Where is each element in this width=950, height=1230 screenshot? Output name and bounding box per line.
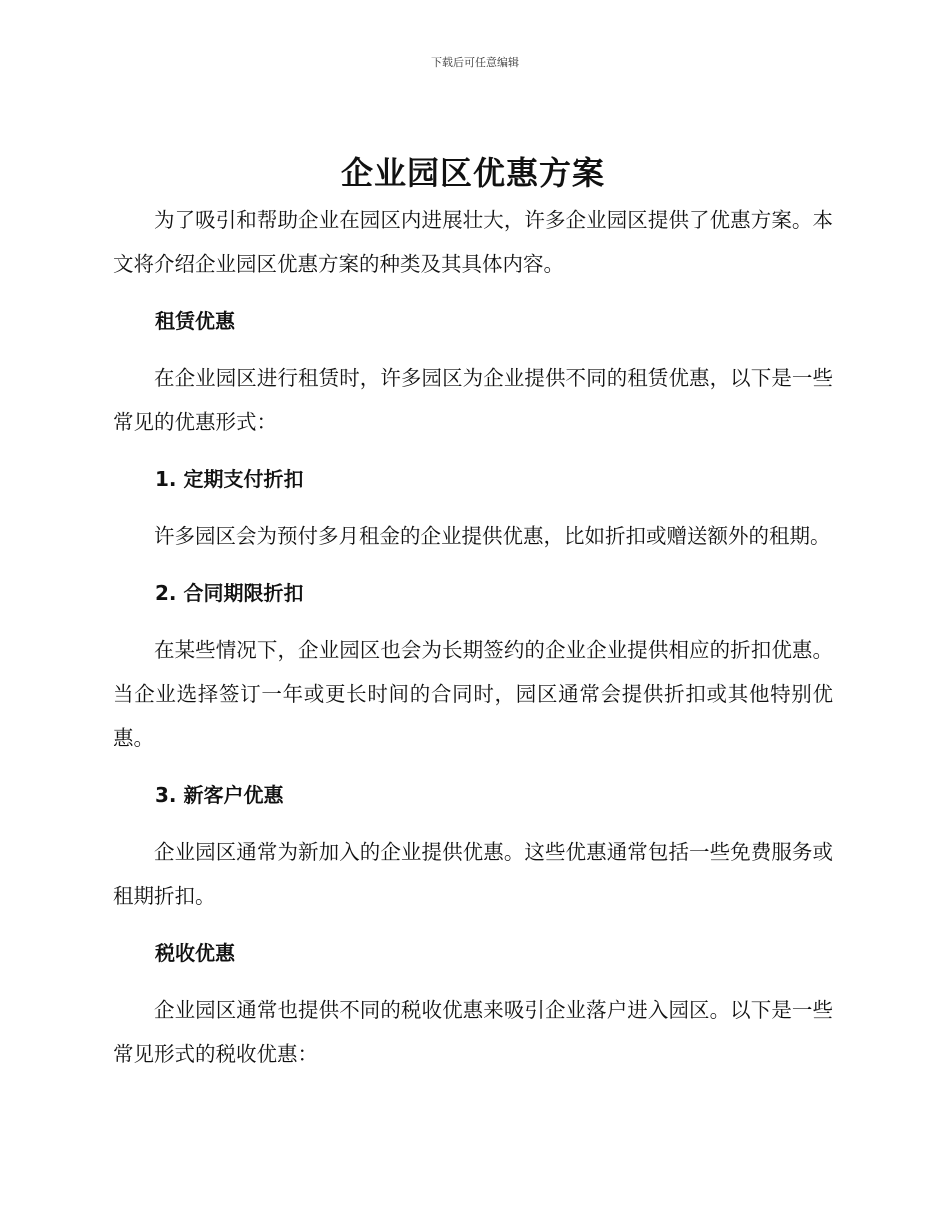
section-paragraph-prepay-discount: 许多园区会为预付多月租金的企业提供优惠，比如折扣或赠送额外的租期。	[154, 524, 831, 548]
section-paragraph-tax: 企业园区通常也提供不同的税收优惠来吸引企业落户进入园区。以下是一些常见形式的税收优惠：	[113, 998, 833, 1066]
section-heading-new-customer: 3. 新客户优惠	[155, 783, 284, 807]
document-title: 企业园区优惠方案	[340, 154, 605, 192]
document-body	[113, 150, 833, 1076]
intro-paragraph: 为了吸引和帮助企业在园区内进展壮大，许多企业园区提供了优惠方案。本文将介绍企业园区优惠方案的种类及其具体内容。	[113, 208, 833, 276]
section-heading-rental: 租赁优惠	[155, 309, 235, 333]
section-heading-prepay-discount: 1. 定期支付折扣	[155, 467, 304, 491]
section-heading-tax: 税收优惠	[155, 941, 235, 965]
section-paragraph-contract-discount: 在某些情况下，企业园区也会为长期签约的企业企业提供相应的折扣优惠。当企业选择签订一年或更长时间的合同时，园区通常会提供折扣或其他特别优惠。	[113, 638, 833, 750]
header-note: 下载后可任意编辑	[431, 56, 519, 69]
section-heading-contract-discount: 2. 合同期限折扣	[155, 581, 304, 605]
section-paragraph-rental: 在企业园区进行租赁时，许多园区为企业提供不同的租赁优惠，以下是一些常见的优惠形式：	[113, 366, 833, 434]
section-paragraph-new-customer: 企业园区通常为新加入的企业提供优惠。这些优惠通常包括一些免费服务或租期折扣。	[113, 840, 833, 908]
